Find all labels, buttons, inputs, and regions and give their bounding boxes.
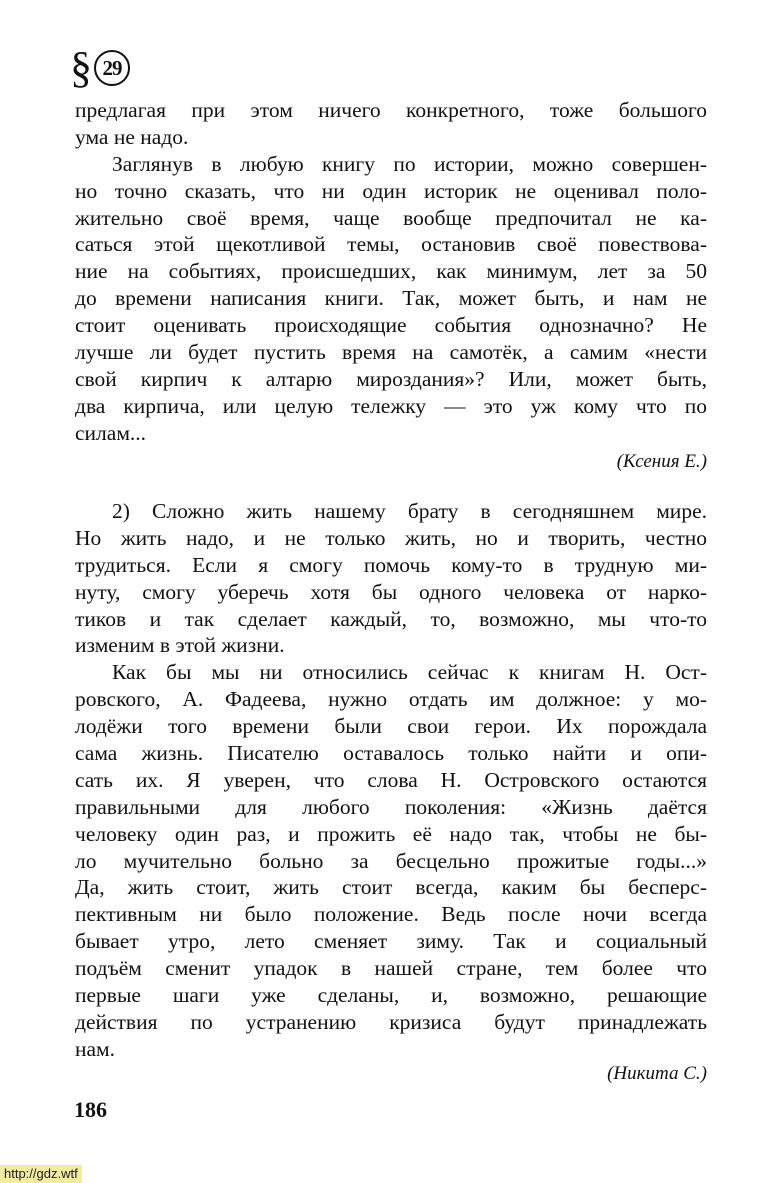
text-line: первые шаги уже сделаны, и, возможно, решающие	[75, 983, 707, 1008]
text-line: ровского, А. Фадеева, нужно отдать им должное: у мо-	[75, 687, 707, 712]
text-line: ума не надо.	[75, 124, 189, 149]
text-line: лодёжи того времени были свои герои. Их порождала	[75, 714, 707, 739]
text-line: лучше ли будет пустить время на самотёк, а самим «нести	[75, 340, 707, 365]
text-line: изменим в этой жизни.	[75, 633, 285, 658]
text-line: жительно своё время, чаще вообще предпочитал не ка-	[75, 205, 707, 230]
text-line: действия по устранению кризиса будут принадлежать	[75, 1009, 707, 1034]
text-line: нуту, смогу уберечь хотя бы одного человека от нарко-	[75, 579, 707, 604]
text-line: тиков и так сделает каждый, то, возможно, мы что-то	[75, 606, 707, 631]
page-number: 186	[74, 1097, 107, 1122]
text-line: два кирпича, или целую тележку — это уж кому что по	[75, 393, 707, 418]
text-line: Но жить надо, и не только жить, но и творить, честно	[75, 525, 707, 550]
text-line: 2) Сложно жить нашему брату в сегодняшнем мире.	[112, 499, 707, 523]
text-line: Заглянув в любую книгу по истории, можно совершен-	[112, 151, 707, 176]
text-line: свой кирпич к алтарю мироздания»? Или, может быть,	[75, 366, 707, 391]
author-signature-1: (Ксения Е.)	[616, 451, 707, 472]
text-line: сама жизнь. Писателю оставалось только найти и опи-	[75, 741, 707, 766]
text-line: Да, жить стоит, жить стоит всегда, каким бы бесперс-	[75, 875, 707, 900]
text-line: трудиться. Если я смогу помочь кому-то в трудную ми-	[75, 552, 707, 577]
text-line: подъём сменит упадок в нашей стране, тем более что	[75, 956, 707, 981]
section-number-badge: 29	[94, 50, 130, 86]
text-line: сать их. Я уверен, что слова Н. Островского остаются	[75, 767, 707, 792]
text-block-1	[75, 97, 707, 447]
text-line: нам.	[75, 1036, 116, 1061]
text-line: бывает утро, лето сменяет зиму. Так и социальный	[75, 929, 707, 954]
text-line: до времени написания книги. Так, может быть, и нам не	[75, 286, 707, 311]
text-line: человеку один раз, и прожить её надо так, чтобы не бы-	[75, 821, 707, 846]
text-line: ние на событиях, происшедших, как минимум, лет за 50	[75, 259, 707, 284]
text-line: стоит оценивать происходящие события однозначно? Не	[75, 313, 707, 338]
text-line: но точно сказать, что ни один историк не оценивал поло-	[75, 178, 707, 203]
text-line: силам...	[75, 420, 147, 445]
watermark-link[interactable]: http://gdz.wtf	[0, 1165, 82, 1183]
text-line: пективным ни было положение. Ведь после ночи всегда	[75, 902, 707, 927]
text-line: Как бы мы ни относились сейчас к книгам Н. Ост-	[112, 660, 707, 685]
author-signature-2: (Никита С.)	[607, 1063, 707, 1084]
text-block-2	[75, 498, 707, 1063]
text-line: саться этой щекотливой темы, остановив своё повествова-	[75, 232, 707, 257]
text-line: правильными для любого поколения: «Жизнь даётся	[75, 794, 707, 819]
text-line: ло мучительно больно за бесцельно прожитые годы...»	[75, 848, 707, 873]
section-sign: §	[70, 43, 92, 92]
text-line: предлагая при этом ничего конкретного, тоже большого	[75, 98, 707, 122]
section-heading	[70, 43, 130, 92]
